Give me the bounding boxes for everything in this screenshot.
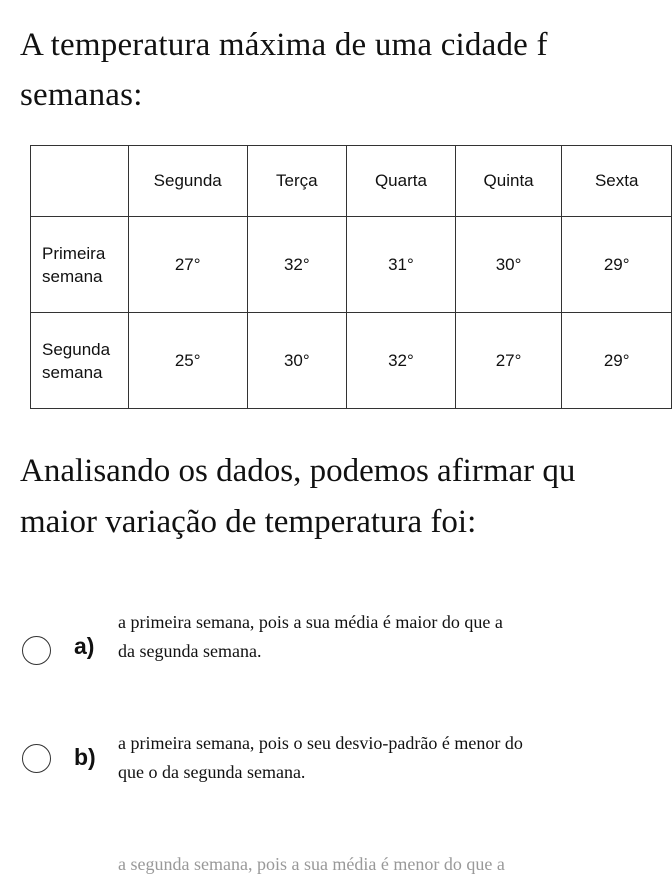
- table-cell: 30°: [247, 313, 347, 409]
- table-cell: 25°: [128, 313, 247, 409]
- table-cell: 31°: [347, 217, 456, 313]
- table-cell: 29°: [562, 217, 672, 313]
- option-c-line-1: a segunda semana, pois a sua média é menor do que a: [118, 854, 505, 874]
- header-cell-terca: Terça: [247, 146, 347, 217]
- intro-line-1: A temperatura máxima de uma cidade f: [20, 27, 548, 63]
- row-label-line-2: semana: [42, 362, 103, 382]
- table-cell: 30°: [455, 217, 562, 313]
- table-cell: 27°: [128, 217, 247, 313]
- option-a-text: [118, 608, 670, 666]
- header-cell-quinta: Quinta: [455, 146, 562, 217]
- option-b-line-2: que o da segunda semana.: [118, 762, 306, 782]
- option-a-line-1: a primeira semana, pois a sua média é maior do que a: [118, 612, 503, 632]
- header-cell-sexta: Sexta: [562, 146, 672, 217]
- table-row: [31, 313, 672, 409]
- row-label-line-2: semana: [42, 266, 103, 286]
- table-cell: 32°: [247, 217, 347, 313]
- table-cell: 27°: [455, 313, 562, 409]
- option-b-radio[interactable]: [22, 744, 51, 773]
- intro-line-2: semanas:: [20, 77, 143, 113]
- table-row: [31, 217, 672, 313]
- table-cell: 32°: [347, 313, 456, 409]
- option-b-letter: b): [74, 744, 96, 770]
- header-cell-segunda: Segunda: [128, 146, 247, 217]
- row-label-line-1: Primeira: [42, 243, 106, 263]
- intro-text: [20, 20, 672, 120]
- question-text: [20, 446, 672, 548]
- row-label: [31, 313, 129, 409]
- option-a-radio[interactable]: [22, 636, 51, 665]
- header-cell-empty: [31, 146, 129, 217]
- option-a-letter: a): [74, 633, 95, 659]
- question-line-1: Analisando os dados, podemos afirmar qu: [20, 453, 576, 489]
- row-label-line-1: Segunda: [42, 339, 111, 359]
- question-line-2: maior variação de temperatura foi:: [20, 504, 477, 540]
- option-a-line-2: da segunda semana.: [118, 641, 262, 661]
- option-b-line-1: a primeira semana, pois o seu desvio-padrão é menor do: [118, 733, 523, 753]
- table-header-row: [31, 146, 672, 217]
- header-cell-quarta: Quarta: [347, 146, 456, 217]
- option-b-text: [118, 729, 670, 787]
- table-cell: 29°: [562, 313, 672, 409]
- temperature-table: [30, 145, 672, 409]
- row-label: [31, 217, 129, 313]
